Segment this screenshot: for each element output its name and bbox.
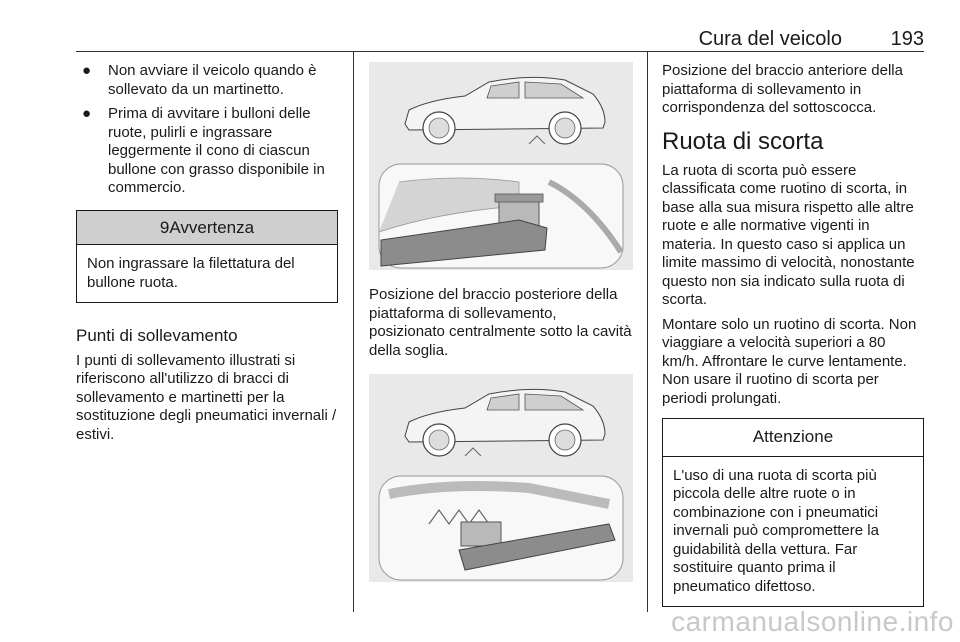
attention-text: L'uso di una ruota di scorta più piccola delle altre ruote o in combinazione con i pneumatici invernali può compromettere la guidabilità della vettura. Far sostituire quanto prima il pneumatico difettoso.: [673, 466, 879, 595]
column-3: [662, 62, 924, 607]
car-lift-illustration: [369, 62, 633, 270]
header-title: Cura del veicolo: [698, 28, 842, 50]
header-rule: [76, 51, 924, 52]
figure-caption: Posizione del braccio posteriore della piattaforma di sollevamento, posizionato centralmente sotto la cavità della soglia.: [369, 286, 632, 359]
attention-box: [662, 418, 924, 607]
list-item: ● Prima di avvitare i bulloni delle ruote, pulirli e ingrassare leggermente il cono di ciascun bullone con grasso disponibile in commercio.: [82, 105, 325, 196]
figure-caption: Posizione del braccio anteriore della piattaforma di sollevamento in corrispondenza del sottoscocca.: [662, 62, 903, 116]
warning-text: Non ingrassare la filettatura del bullone ruota.: [87, 255, 295, 291]
rear-lift-point-figure: [369, 62, 633, 270]
paragraph: La ruota di scorta può essere classificata come ruotino di scorta, in base alla sua misura rispetto alle altre ruote e alle normative vigenti in materia. In questo caso si applica un limite massimo di velocità, nonostante questo non sia indicato sulla ruota di scorta.: [662, 161, 915, 308]
list-item: ● Non avviare il veicolo quando è sollevato da un martinetto.: [82, 62, 317, 98]
bullet-icon: ●: [82, 105, 92, 122]
column-divider-left: [353, 52, 354, 612]
column-1: [76, 62, 338, 450]
column-2: [369, 62, 633, 582]
paragraph: I punti di sollevamento illustrati si riferiscono all'utilizzo di bracci di sollevamento e martinetti per la sostituzione degli pneumatici invernali / estivi.: [76, 351, 337, 443]
column-divider-right: [647, 52, 648, 612]
bullet-icon: ●: [82, 62, 92, 79]
page-number: 193: [890, 28, 924, 50]
warning-symbol-icon: 9: [159, 217, 170, 237]
page-header: [76, 22, 924, 52]
front-lift-point-figure: [369, 374, 633, 582]
paragraph: Montare solo un ruotino di scorta. Non viaggiare a velocità superiori a 80 km/h. Affrontare le curve lentamente. Non usare il ruotino di scorta per periodi prolungati.: [662, 315, 917, 407]
warning-box: [76, 210, 338, 304]
warning-title: 9Avvertenza: [77, 211, 337, 246]
watermark: carmanualsonline.info: [671, 606, 954, 637]
car-lift-illustration: [369, 374, 633, 582]
section-heading: Ruota di scorta: [662, 127, 824, 155]
bullet-list: [76, 62, 338, 198]
attention-title: Attenzione: [663, 419, 923, 457]
subheading: Punti di sollevamento: [76, 326, 238, 345]
